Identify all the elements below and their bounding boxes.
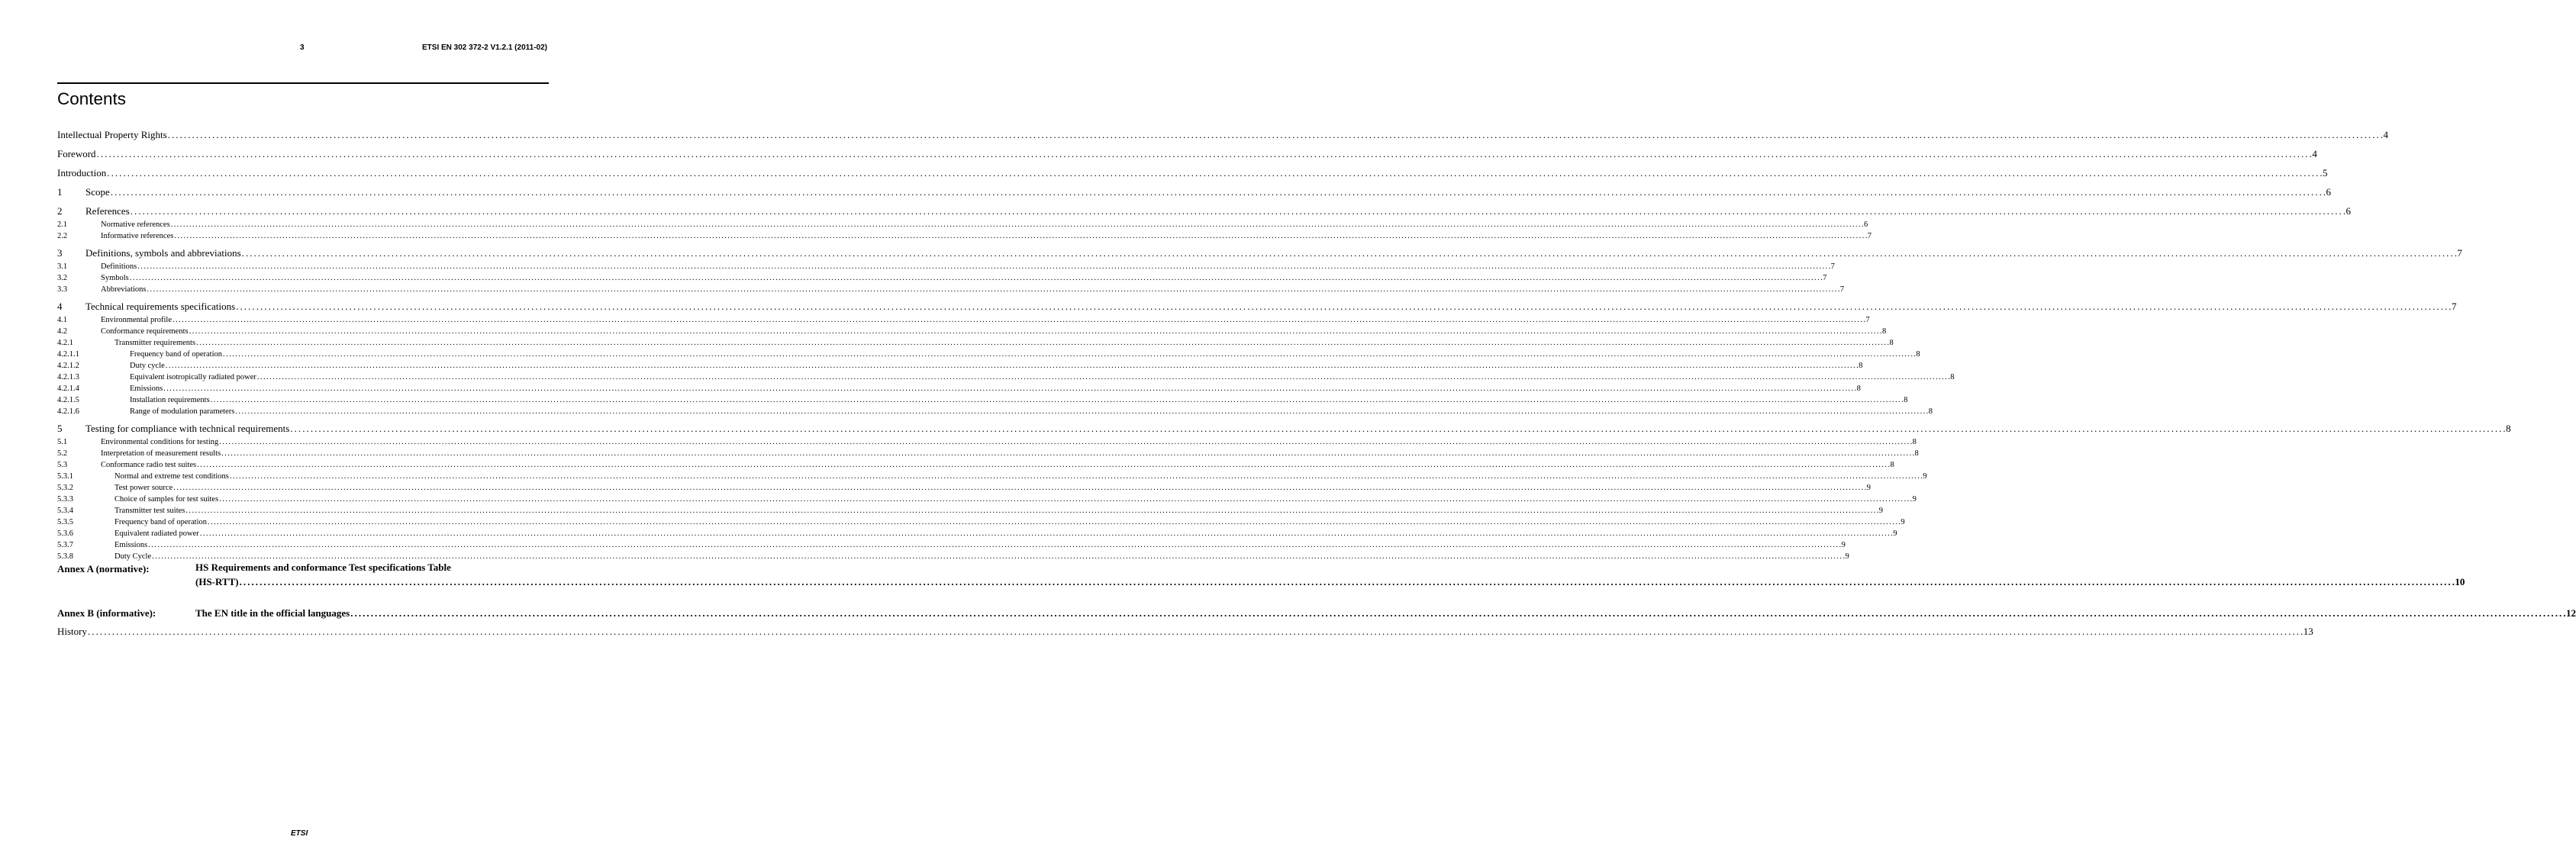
- toc-entry-2[interactable]: 2 References . . . 6: [57, 198, 549, 217]
- toc-entry-4-2-1-3[interactable]: 4.2.1.3 Equivalent isotropically radiated power . . . 8: [57, 370, 549, 381]
- toc-entry-ipr[interactable]: Intellectual Property Rights . . . 4: [57, 124, 549, 141]
- toc-entry-introduction[interactable]: Introduction . . . 5: [57, 160, 549, 179]
- toc-entry-foreword[interactable]: Foreword . . . 4: [57, 141, 549, 160]
- toc-entry-5-3-7[interactable]: 5.3.7 Emissions . . . 9: [57, 538, 549, 549]
- toc-entry-3-2[interactable]: 3.2 Symbols . . . 7: [57, 271, 549, 282]
- toc-entry-4[interactable]: 4 Technical requirements specifications . . . 7: [57, 294, 549, 313]
- toc-entry-5-3-3[interactable]: 5.3.3 Choice of samples for test suites . . . 9: [57, 492, 549, 504]
- annex-a-label: Annex A (normative):: [57, 563, 150, 574]
- annex-b-label: Annex B (informative):: [57, 607, 156, 619]
- toc-entry-3[interactable]: 3 Definitions, symbols and abbreviations . . . 7: [57, 240, 549, 259]
- toc-entry-4-2-1-6[interactable]: 4.2.1.6 Range of modulation parameters . . . 8: [57, 404, 549, 416]
- toc-entry-annex-b[interactable]: Annex B (informative): The EN title in the official languages . . . 12: [57, 600, 549, 619]
- toc-entry-5-3-1[interactable]: 5.3.1 Normal and extreme test conditions . . . 9: [57, 469, 549, 481]
- toc-entry-2-2[interactable]: 2.2 Informative references . . . 7: [57, 229, 549, 240]
- toc-entry-4-2[interactable]: 4.2 Conformance requirements . . . 8: [57, 324, 549, 336]
- toc-entry-5-3-4[interactable]: 5.3.4 Transmitter test suites . . . 9: [57, 504, 549, 515]
- toc-entry-4-1[interactable]: 4.1 Environmental profile . . . 7: [57, 313, 549, 324]
- toc-entry-2-1[interactable]: 2.1 Normative references . . . 6: [57, 217, 549, 229]
- footer-etsi: ETSI: [291, 829, 308, 838]
- toc-entry-4-2-1-2[interactable]: 4.2.1.2 Duty cycle . . . 8: [57, 359, 549, 370]
- toc-entry-5-3-2[interactable]: 5.3.2 Test power source . . . 9: [57, 481, 549, 492]
- toc-entry-5-3-6[interactable]: 5.3.6 Equivalent radiated power . . . 9: [57, 526, 549, 538]
- toc-entry-3-3[interactable]: 3.3 Abbreviations . . . 7: [57, 282, 549, 294]
- annex-a-title-line2: (HS-RTT): [195, 576, 239, 587]
- toc-entry-5-2[interactable]: 5.2 Interpretation of measurement results . . . 8: [57, 446, 549, 458]
- table-of-contents: [57, 124, 2576, 638]
- toc-entry-4-2-1-1[interactable]: 4.2.1.1 Frequency band of operation . . . 8: [57, 347, 549, 359]
- toc-entry-4-2-1-5[interactable]: 4.2.1.5 Installation requirements . . . 8: [57, 393, 549, 404]
- header-document-id: ETSI EN 302 372-2 V1.2.1 (2011-02): [422, 43, 547, 52]
- toc-entry-5-3-8[interactable]: 5.3.8 Duty Cycle . . . 9: [57, 549, 549, 561]
- header-page-number: 3: [300, 43, 305, 52]
- toc-entry-5-3[interactable]: 5.3 Conformance radio test suites . . . 8: [57, 458, 549, 469]
- toc-entry-4-2-1[interactable]: 4.2.1 Transmitter requirements . . . 8: [57, 336, 549, 347]
- toc-entry-5[interactable]: 5 Testing for compliance with technical requirements . . . 8: [57, 416, 549, 435]
- annex-a-title-line1: HS Requirements and conformance Test specifications Table: [195, 562, 451, 573]
- toc-entry-history[interactable]: History . . . 13: [57, 619, 549, 638]
- header-rule: [57, 82, 549, 84]
- toc-entry-annex-a[interactable]: Annex A (normative): HS Requirements and conformance Test specifications Table (HS-RTT) . . . 10: [57, 561, 549, 600]
- toc-entry-5-3-5[interactable]: 5.3.5 Frequency band of operation . . . 9: [57, 515, 549, 526]
- page-title: Contents: [57, 89, 127, 108]
- toc-entry-3-1[interactable]: 3.1 Definitions . . . 7: [57, 259, 549, 271]
- toc-entry-5-1[interactable]: 5.1 Environmental conditions for testing . . . 8: [57, 435, 549, 446]
- toc-entry-1[interactable]: 1 Scope . . . 6: [57, 179, 549, 198]
- toc-entry-4-2-1-4[interactable]: 4.2.1.4 Emissions . . . 8: [57, 381, 549, 393]
